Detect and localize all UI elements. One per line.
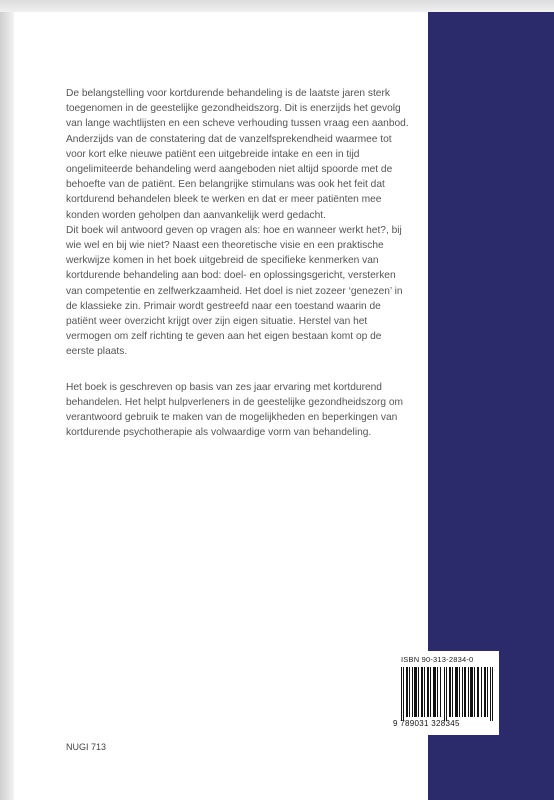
blurb-paragraph-2: Dit boek wil antwoord geven op vragen als: hoe en wanneer werkt het?, bij wie wel en bij wie niet? Naast een theoretische visie en een praktische werkwijze komen in het boek uitgebreid de specifieke kenmerken van kortdurende behandeling aan bod: doel- en oplossingsgericht, versterken van competentie en zelfwerkzaamheid. Het doel is niet zozeer ‘genezen’ in de klassieke zin. Primair wordt gestreefd naar een toestand waarin de patiënt weer overzicht krijgt over zijn eigen situatie. Herstel van het vermogen om zelf richting te geven aan het eigen bestaan komt op de eerste plaats. [66, 224, 403, 358]
page-edge-top [0, 0, 554, 12]
barcode-digits: 9 789031 328345 [393, 719, 460, 728]
blurb-paragraph-1: De belangstelling voor kortdurende behandeling is de laatste jaren sterk toegenomen in de geestelijke gezondheidszorg. Dit is enerzijds het gevolg van lange wachtlijsten en een scheve verhouding tussen vraag een aanbod. Anderzijds van de constatering dat de vanzelfsprekendheid waarmee tot voor kort elke nieuwe patiënt een uitgebreide intake en een in tijd ongelimiteerde behandeling werd aangeboden niet altijd spoorde met de behoefte van de patiënt. Een belangrijke stimulans was ook het feit dat kortdurend behandelen bleek te werken en dat er meer patiënten mee konden worden geholpen dan aanvankelijk werd gedacht. [66, 88, 409, 221]
barcode-bars [399, 667, 495, 721]
nugi-code: NUGI 713 [66, 742, 107, 752]
spine-shadow [0, 12, 14, 800]
blurb-paragraph-3: Het boek is geschreven op basis van zes jaar ervaring met kortdurend behandelen. Het helpt hulpverleners in de geestelijke gezondheidszorg om verantwoord gebruik te maken van de mogelijkheden en beperkingen van kortdurende psychotherapie als volwaardige vorm van behandeling. [66, 381, 403, 439]
isbn-label: ISBN 90-313-2834-0 [401, 655, 474, 664]
barcode-block [393, 651, 499, 735]
blurb-text [66, 86, 410, 440]
